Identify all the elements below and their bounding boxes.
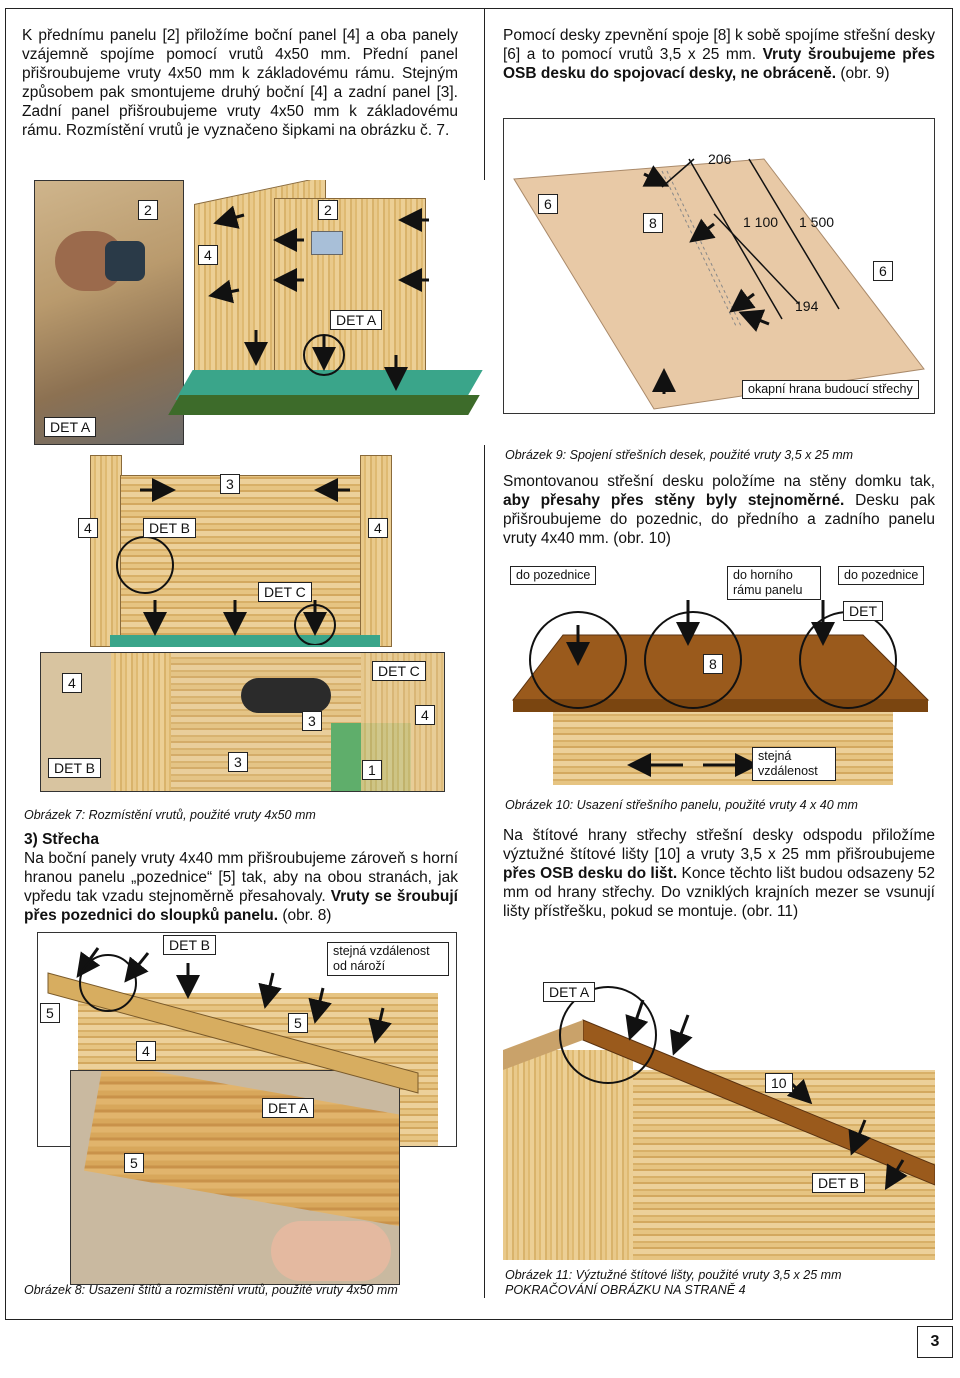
fig11-caption-continue: POKRAČOVÁNÍ OBRÁZKU NA STRANĚ 4: [505, 1283, 746, 1297]
right-text-1-normal: Pomocí desky zpevnění spoje [8] k sobě spojíme střešní desky [6] a to pomocí vrutů 3,5 x 25 mm.: [503, 27, 935, 63]
fig10-label-to-plate-a: do pozednice: [510, 566, 596, 585]
fig7-label-detA: DET A: [330, 310, 382, 330]
right-text-2: [503, 472, 935, 548]
fig7-detail-label-1: 1: [362, 760, 382, 780]
right-text-3-bold: přes OSB desku do lišt.: [503, 865, 678, 882]
figure-7-top: [34, 180, 490, 445]
fig7-label-detA-photo: DET A: [44, 417, 96, 437]
fig7-detail-label-detB: DET B: [48, 758, 101, 778]
fig9-label-8: 8: [643, 213, 663, 233]
fig7-caption: Obrázek 7: Rozmístění vrutů, použité vruty 4x50 mm: [24, 808, 316, 822]
fig10-label-det: DET: [843, 601, 883, 621]
right-text-2-end: Desku pak přišroubujeme do pozednic, do předního a zadního panelu vruty 4x40 mm. (obr. 10): [503, 492, 935, 547]
fig9-label-1500: 1 500: [799, 214, 835, 230]
fig7-detail-label-3b: 3: [228, 752, 248, 772]
right-text-1-end: (obr. 9): [836, 65, 890, 82]
fig10-label-to-plate-b: do pozednice: [838, 566, 924, 585]
fig7-detail-label-4: 4: [62, 673, 82, 693]
fig8-label-detB: DET B: [163, 935, 216, 955]
fig7-detail-label-4r: 4: [415, 705, 435, 725]
fig11-label-detB: DET B: [812, 1173, 865, 1193]
fig8-label-same-distance: stejná vzdálenost od nároží: [327, 942, 449, 976]
right-text-3: [503, 826, 935, 921]
fig9-label-206: 206: [708, 151, 732, 167]
fig8-label-4: 4: [136, 1041, 156, 1061]
fig9-label-eave: okapní hrana budoucí střechy: [742, 380, 919, 399]
fig10-label-to-top-frame: do horního rámu panelu: [727, 566, 821, 600]
fig7-label-4a: 4: [198, 245, 218, 265]
fig10-caption: Obrázek 10: Usazení střešního panelu, použité vruty 4 x 40 mm: [505, 798, 858, 812]
fig9-caption: Obrázek 9: Spojení střešních desek, použité vruty 3,5 x 25 mm: [505, 448, 854, 462]
right-text-3-normal-a: Na štítové hrany střechy střešní desky odspodu přiložíme výztužné štítové lišty [10] a vruty 3,5 x 25 mm přišroubujeme: [503, 827, 935, 863]
fig11-caption: Obrázek 11: Výztužné štítové lišty, použité vruty 3,5 x 25 mm: [505, 1268, 842, 1282]
fig7-label-4c: 4: [368, 518, 388, 538]
section-text-1: Na boční panely vruty 4x40 mm přišroubujeme zároveň s horní hranou panelu „pozednice“ [5] tak, aby na obou stranách, jak vpředu tak vzadu stejnoměrně přesahovaly.: [24, 850, 458, 905]
fig8-label-detA: DET A: [262, 1098, 314, 1118]
fig11-label-detA: DET A: [543, 982, 595, 1002]
right-text-1-bold: Vruty šroubujeme přes OSB desku do spojovací desky, ne obráceně.: [503, 46, 935, 82]
right-text-1: [503, 26, 935, 83]
fig7-detail-label-detC: DET C: [372, 661, 426, 681]
fig10-label-8: 8: [703, 654, 723, 674]
fig7-label-2a: 2: [138, 200, 158, 220]
fig7-label-2b: 2: [318, 200, 338, 220]
fig8-label-5b: 5: [288, 1013, 308, 1033]
figure-7-middle: [80, 445, 410, 645]
fig7-label-detB: DET B: [143, 518, 196, 538]
fig7-label-3: 3: [220, 474, 240, 494]
section-heading: 3) Střecha: [24, 831, 99, 848]
fig9-label-1100: 1 100: [743, 214, 779, 230]
fig7-label-detC: DET C: [258, 582, 312, 602]
fig7-detail-label-3: 3: [302, 711, 322, 731]
fig10-label-same-distance: stejná vzdálenost: [752, 747, 836, 781]
fig9-label-6b: 6: [873, 261, 893, 281]
fig9-label-194: 194: [795, 298, 819, 314]
fig11-label-10: 10: [765, 1073, 793, 1093]
figure-11-drawing: [503, 960, 935, 1260]
fig8-label-5a: 5: [40, 1003, 60, 1023]
intro-text: K přednímu panelu [2] přiložíme boční panel [4] a oba panely vzájemně spojíme pomocí vrutů 4x50 mm. Přední panel přišroubujeme vruty 4x50 mm k základovému rámu. Stejným způsobem pak smontujeme druhý boční [4] a zadní panel [3]. Zadní panel přišroubujeme vruty 4x50 mm k základovému rámu. Rozmístění vrutů je vyznačeno šipkami na obrázku č. 7.: [22, 27, 458, 139]
right-text-2-normal: Smontovanou střešní desku položíme na stěny domku tak,: [503, 473, 935, 490]
fig8-caption: Obrázek 8: Usazení štítů a rozmístění vrutů, použité vruty 4x50 mm: [24, 1283, 398, 1297]
right-text-2-bold: aby přesahy přes stěny byly stejnoměrné.: [503, 492, 845, 509]
section-text: [24, 849, 458, 925]
section-text-bold: Vruty se šroubují přes pozednici do sloupků panelu.: [24, 888, 458, 924]
section-text-2: (obr. 8): [278, 907, 332, 924]
fig8-label-5c: 5: [124, 1153, 144, 1173]
page-number: 3: [917, 1326, 953, 1358]
fig7-label-4b: 4: [78, 518, 98, 538]
fig7-top-arrows: [34, 180, 490, 445]
fig9-label-6a: 6: [538, 194, 558, 214]
right-text-3-normal-b: Konce těchto lišt budou odsazeny 52 mm od hrany střechy. Do vzniklých krajních mezer se vsunují lišty přístřešku, pokud se montuje. (obr. 11): [503, 865, 935, 920]
